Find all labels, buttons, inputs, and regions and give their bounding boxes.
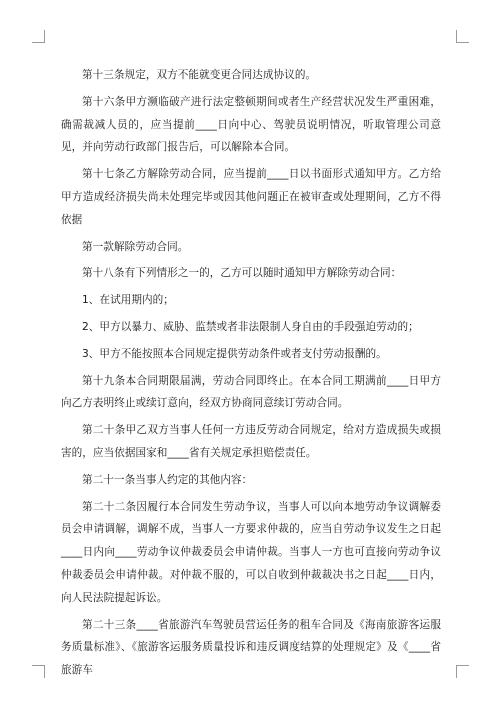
list-item-3: 3、甲方不能按照本合同规定提供劳动条件或者支付劳动报酬的。 bbox=[82, 347, 387, 360]
crop-mark-top-left bbox=[32, 30, 45, 43]
crop-mark-bottom-left bbox=[32, 665, 45, 678]
paragraph-article-17: 第十七条乙方解除劳动合同，应当提前____日以书面形式通知甲方。乙方给甲方造成经济损失尚未处理完毕或因其他问题正在被审查或处理期间，乙方不得依据 bbox=[61, 168, 441, 226]
list-item-2: 2、甲方以暴力、威胁、监禁或者非法限制人身自由的手段强迫劳动的； bbox=[82, 320, 419, 333]
crop-mark-top-right bbox=[456, 30, 469, 43]
paragraph-article-13: 第十三条规定，双方不能就变更合同达成协议的。 bbox=[82, 69, 317, 81]
document-body bbox=[61, 64, 441, 682]
paragraph-article-22: 第二十二条因履行本合同发生劳动争议，当事人可以向本地劳动争议调解委员会申请调解，调解不成，当事人一方要求仲裁的，应当自劳动争议发生之日起____日内向____劳动争议仲裁委员会申请仲裁。当事人一方也可直接向劳动争议仲裁委员会申请仲裁。对仲裁不服的，可以自收到仲裁裁决书之日起____日内，向人民法院提起诉讼。 bbox=[61, 500, 441, 604]
paragraph-article-18: 第十八条有下列情形之一的，乙方可以随时通知甲方解除劳动合同： bbox=[82, 267, 402, 280]
paragraph-article-17-continued: 第一款解除劳动合同。 bbox=[82, 240, 189, 253]
crop-mark-bottom-right bbox=[456, 665, 469, 678]
paragraph-article-19: 第十九条本合同期限届满，劳动合同即终止。在本合同工期满前____日甲方向乙方表明终止或续订意向，经双方协商同意续订劳动合同。 bbox=[61, 374, 441, 410]
paragraph-article-20: 第二十条甲乙双方当事人任何一方违反劳动合同规定，给对方造成损失或损害的，应当依据国家和____省有关规定承担赔偿责任。 bbox=[61, 424, 441, 459]
list-item-1: 1、在试用期内的； bbox=[82, 294, 174, 307]
paragraph-article-16: 第十六条甲方濒临破产进行法定整顿期间或者生产经营状况发生严重困难，确需裁减人员的，应当提前____日向中心、驾驶员说明情况，听取管理公司意见，并向劳动行政部门报告后，可以解除本合同。 bbox=[61, 95, 441, 154]
paragraph-article-23: 第二十三条____省旅游汽车驾驶员营运任务的租车合同及《海南旅游客运服务质量标准》、《旅游客运服务质量投诉和违反调度结算的处理规定》及《____省旅游车 bbox=[61, 618, 441, 677]
paragraph-article-21: 第二十一条当事人约定的其他内容： bbox=[82, 473, 253, 486]
